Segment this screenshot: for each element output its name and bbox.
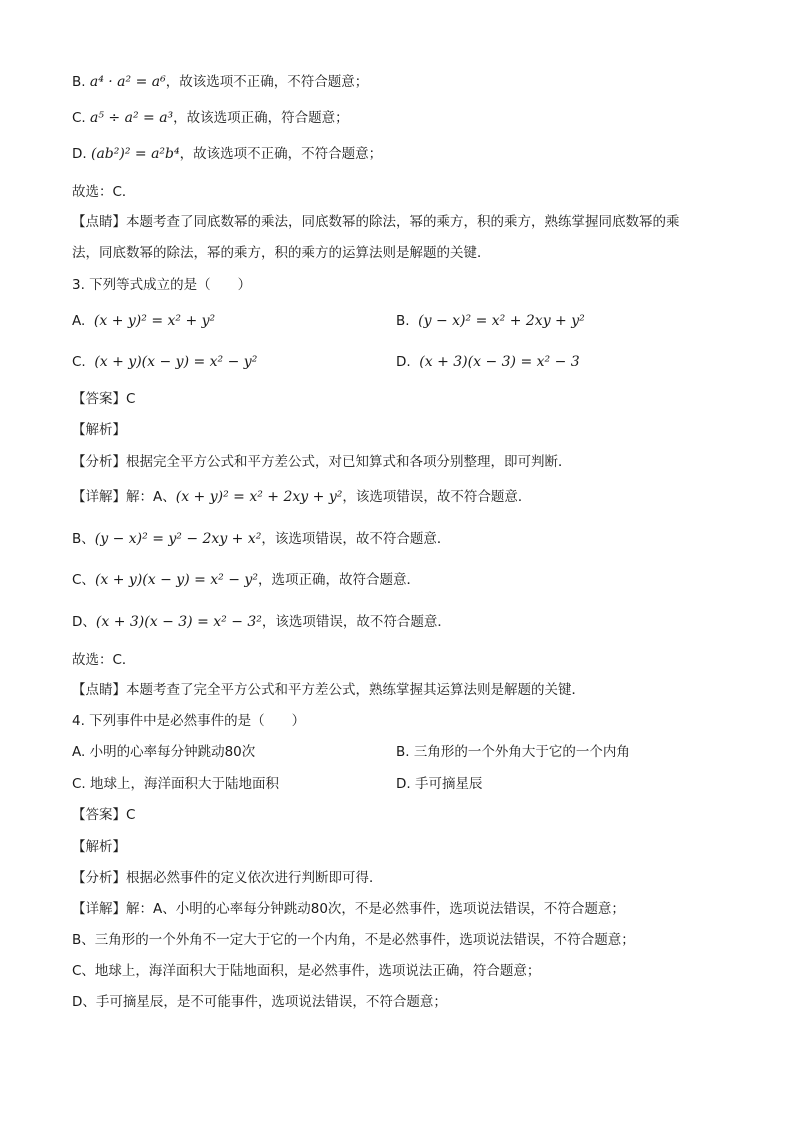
q4-stem: 4. 下列事件中是必然事件的是（ ） [72, 713, 306, 729]
math-expr: (ab²)² = a²b⁴ [90, 146, 180, 162]
q3-analysis-head: 【解析】 [72, 422, 126, 438]
q4-option-d: D. 手可摘星辰 [396, 776, 483, 792]
q3-stem: 3. 下列等式成立的是（ ） [72, 277, 252, 293]
q2-comment-line2: 法，同底数幂的除法，幂的乘方，积的乘方的运算法则是解题的关键． [72, 245, 491, 261]
q3-option-d: D. (x + 3)(x − 3) = x² − 3 [396, 354, 580, 370]
q4-option-b: B. 三角形的一个外角大于它的一个内角 [396, 744, 630, 760]
math-expr: a⁵ ÷ a² = a³ [90, 110, 174, 126]
math-expr: (x + y)(x − y) = x² − y² [94, 354, 258, 370]
math-expr: (x + y)² = x² + y² [93, 313, 216, 329]
q3-choice: 故选：C． [72, 652, 136, 668]
q4-analysis-head: 【解析】 [72, 839, 126, 855]
q4-detail-c: C、地球上，海洋面积大于陆地面积，是必然事件，选项说法正确，符合题意； [72, 963, 541, 979]
math-expr: (x + 3)(x − 3) = x² − 3 [419, 354, 580, 370]
q3-option-c: C. (x + y)(x − y) = x² − y² [72, 354, 258, 370]
q2-choice: 故选：C． [72, 184, 136, 200]
q3-option-a: A. (x + y)² = x² + y² [72, 313, 216, 329]
q2-option-b: B. a⁴ · a² = a⁶，故该选项不正确，不符合题意； [72, 74, 369, 90]
q4-detail-b: B、三角形的一个外角不一定大于它的一个内角，不是必然事件，选项说法错误，不符合题意； [72, 932, 635, 948]
q3-option-b: B. (y − x)² = x² + 2xy + y² [396, 313, 585, 329]
q4-analysis: 【分析】根据必然事件的定义依次进行判断即可得． [72, 870, 383, 886]
q4-answer: 【答案】C [72, 807, 136, 823]
q4-detail-a: 【详解】解：A、小明的心率每分钟跳动80次，不是必然事件，选项说法错误，不符合题意； [72, 901, 625, 917]
q3-analysis: 【分析】根据完全平方公式和平方差公式，对已知算式和各项分别整理，即可判断． [72, 454, 572, 470]
math-expr: (y − x)² = y² − 2xy + x² [94, 531, 262, 547]
q3-detail-b: B、(y − x)² = y² − 2xy + x²，该选项错误，故不符合题意． [72, 531, 451, 547]
math-expr: a⁴ · a² = a⁶ [89, 74, 166, 90]
q3-answer: 【答案】C [72, 391, 136, 407]
q2-option-d: D. (ab²)² = a²b⁴，故该选项不正确，不符合题意； [72, 146, 383, 162]
q3-detail-a: 【详解】解：A、(x + y)² = x² + 2xy + y²，该选项错误，故不符合题意． [72, 489, 532, 505]
q4-detail-d: D、手可摘星辰，是不可能事件，选项说法错误，不符合题意； [72, 994, 447, 1010]
math-expr: (x + y)² = x² + 2xy + y² [175, 489, 343, 505]
q3-comment: 【点睛】本题考查了完全平方公式和平方差公式，熟练掌握其运算法则是解题的关键． [72, 682, 585, 698]
math-expr: (x + 3)(x − 3) = x² − 3² [95, 614, 262, 630]
math-expr: (x + y)(x − y) = x² − y² [94, 572, 258, 588]
q4-option-a: A. 小明的心率每分钟跳动80次 [72, 744, 256, 760]
math-expr: (y − x)² = x² + 2xy + y² [418, 313, 585, 329]
q2-comment-line1: 【点睛】本题考查了同底数幂的乘法，同底数幂的除法，幂的乘方，积的乘方，熟练掌握同底数幂的乘 [72, 214, 680, 230]
q3-detail-d: D、(x + 3)(x − 3) = x² − 3²，该选项错误，故不符合题意． [72, 614, 451, 630]
q2-option-c: C. a⁵ ÷ a² = a³，故该选项正确，符合题意； [72, 110, 349, 126]
q3-detail-c: C、(x + y)(x − y) = x² − y²，选项正确，故符合题意． [72, 572, 420, 588]
q4-option-c: C. 地球上，海洋面积大于陆地面积 [72, 776, 280, 792]
